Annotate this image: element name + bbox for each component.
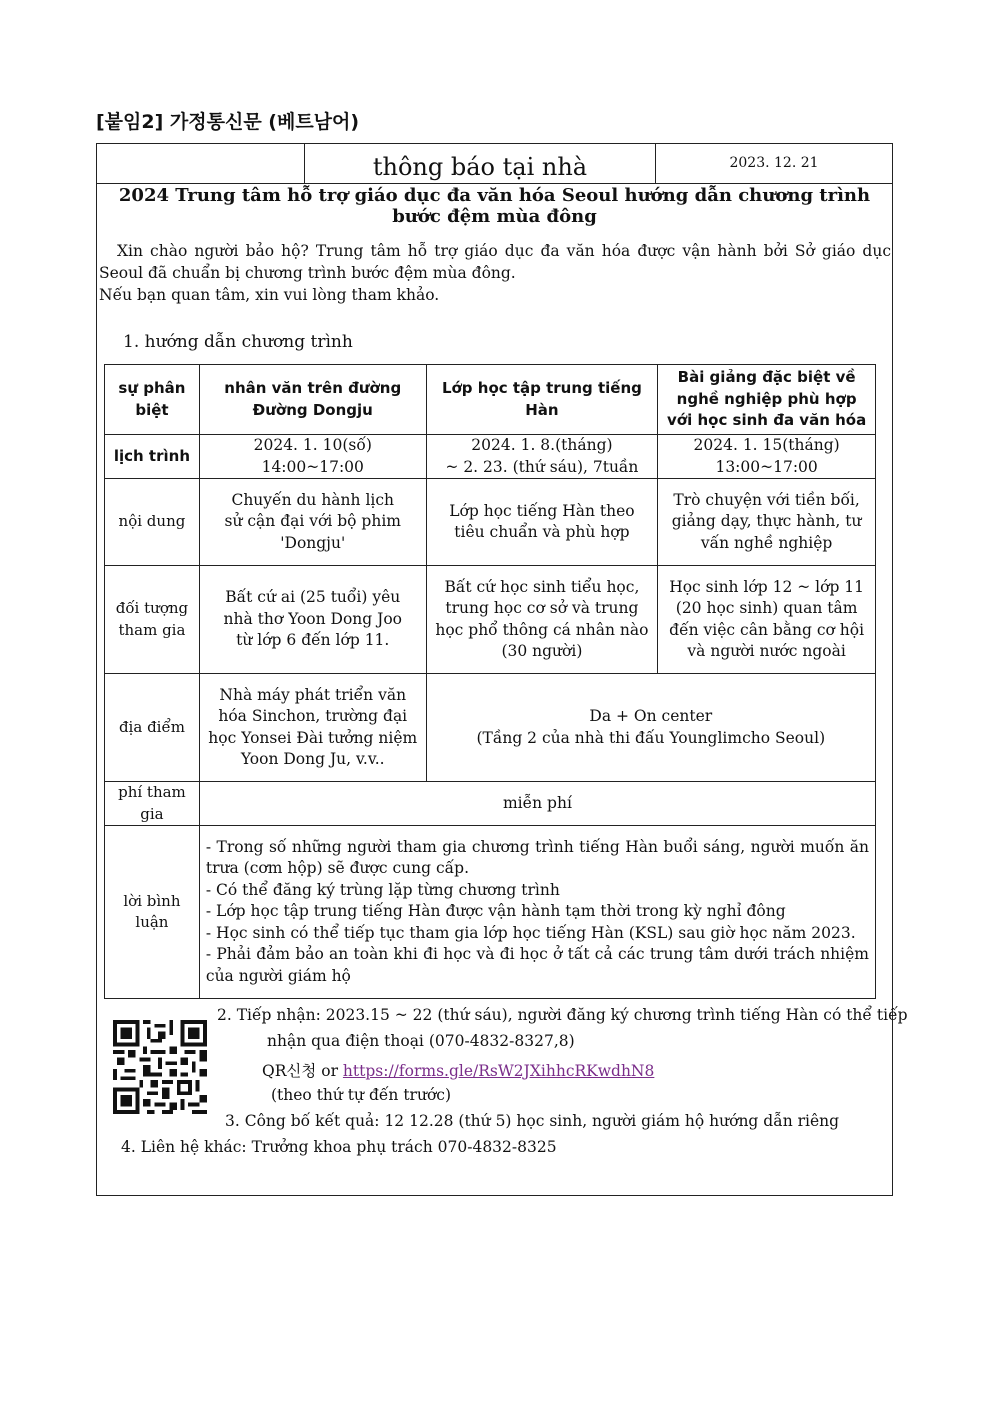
header-empty-cell — [97, 144, 305, 183]
location-center-name: Da + On center — [589, 707, 713, 725]
schedule-korean — [426, 435, 658, 479]
results-line: 3. Công bố kết quả: 12 12.28 (thứ 5) học sinh, người giám hộ hướng dẫn riêng — [225, 1112, 840, 1130]
schedule-career — [658, 435, 876, 479]
notice-date: 2023. 12. 21 — [729, 155, 819, 171]
registration-line-2: nhận qua điện thoại (070-4832-8327,8) — [267, 1032, 575, 1050]
header-program-dongju: nhân văn trên đường Đường Dongju — [199, 365, 426, 435]
registration-qr-line — [262, 1059, 654, 1081]
registration-line-4: (theo thứ tự đến trước) — [271, 1086, 451, 1104]
row-label-remarks: lời bình luận — [105, 826, 200, 999]
location-center-detail: (Tầng 2 của nhà thi đấu Younglimcho Seoul) — [476, 728, 826, 747]
remark-item: - Lớp học tập trung tiếng Hàn được vận hành tạm thời trong kỳ nghỉ đông — [205, 902, 786, 921]
header-row — [97, 144, 892, 184]
row-label-target: đối tượng tham gia — [105, 566, 200, 674]
table-row-schedule — [105, 435, 876, 479]
document-title: 2024 Trung tâm hỗ trợ giáo dục đa văn hóa Seoul hướng dẫn chương trình bước đệm mùa đông — [118, 185, 871, 227]
table-row-content — [105, 479, 876, 566]
target-korean: Bất cứ học sinh tiểu học, trung học cơ sở và trung học phổ thông cá nhân nào (30 người) — [426, 566, 658, 674]
attachment-label: [붙임2] 가정통신문 (베트남어) — [96, 111, 360, 133]
row-label-location: địa điểm — [105, 674, 200, 782]
remarks-list — [199, 826, 875, 999]
notice-title: thông báo tại nhà — [305, 144, 656, 183]
content-career: Trò chuyện với tiền bối, giảng dạy, thực hành, tư vấn nghề nghiệp — [658, 479, 876, 566]
schedule-dongju-time: 14:00~17:00 — [261, 457, 364, 476]
row-label-content: nội dung — [105, 479, 200, 566]
registration-form-link[interactable]: https://forms.gle/RsW2JXihhcRKwdhN8 — [342, 1062, 655, 1080]
section-1-heading: 1. hướng dẫn chương trình — [123, 332, 353, 352]
contact-line: 4. Liên hệ khác: Trưởng khoa phụ trách 070-4832-8325 — [121, 1138, 557, 1156]
row-label-fee: phí tham gia — [105, 782, 200, 826]
table-header-row — [105, 365, 876, 435]
content-dongju: Chuyến du hành lịch sử cận đại với bộ phim 'Dongju' — [199, 479, 426, 566]
intro-paragraph — [99, 240, 891, 306]
header-category: sự phân biệt — [105, 365, 200, 435]
schedule-korean-end: ~ 2. 23. (thứ sáu), 7tuần — [445, 457, 639, 476]
schedule-dongju — [199, 435, 426, 479]
fee-value: miễn phí — [199, 782, 875, 826]
table-row-fee — [105, 782, 876, 826]
table-row-location — [105, 674, 876, 782]
intro-line-1: Xin chào người bảo hộ? Trung tâm hỗ trợ giáo dục đa văn hóa được vận hành bởi Sở giáo dục Seoul đã chuẩn bị chương trình bước đệm mùa đông. — [99, 242, 891, 282]
header-program-korean: Lớp học tập trung tiếng Hàn — [426, 365, 658, 435]
schedule-korean-start: 2024. 1. 8.(tháng) — [471, 436, 613, 454]
registration-qr-prefix: QR신청 or — [262, 1062, 343, 1080]
content-korean: Lớp học tiếng Hàn theo tiêu chuẩn và phù hợp — [426, 479, 658, 566]
notice-frame — [96, 143, 908, 1196]
schedule-career-date: 2024. 1. 15(tháng) — [693, 436, 840, 454]
target-career: Học sinh lớp 12 ~ lớp 11 (20 học sinh) quan tâm đến việc cân bằng cơ hội và người nước ngoài — [658, 566, 876, 674]
intro-line-2: Nếu bạn quan tâm, xin vui lòng tham khảo. — [99, 286, 440, 304]
remark-item: - Trong số những người tham gia chương trình tiếng Hàn buổi sáng, người muốn ăn trưa (cơm hộp) sẽ được cung cấp. — [205, 837, 869, 878]
remark-item: - Phải đảm bảo an toàn khi đi học và đi học ở tất cả các trung tâm dưới trách nhiệm của người giám hộ — [205, 945, 869, 985]
target-dongju: Bất cứ ai (25 tuổi) yêu nhà thơ Yoon Dong Joo từ lớp 6 đến lớp 11. — [199, 566, 426, 674]
location-da-on-center — [426, 674, 875, 782]
location-dongju: Nhà máy phát triển văn hóa Sinchon, trường đại học Yonsei Đài tưởng niệm Yoon Dong Ju, v.v.. — [199, 674, 426, 782]
header-program-career: Bài giảng đặc biệt về nghề nghiệp phù hợp với học sinh đa văn hóa — [658, 365, 876, 435]
qr-code-icon[interactable] — [113, 1020, 207, 1114]
remark-item: - Học sinh có thể tiếp tục tham gia lớp học tiếng Hàn (KSL) sau giờ học năm 2023. — [205, 923, 856, 942]
schedule-dongju-date: 2024. 1. 10(số) — [253, 436, 372, 454]
row-label-schedule: lịch trình — [105, 435, 200, 479]
registration-line-1: 2. Tiếp nhận: 2023.15 ~ 22 (thứ sáu), người đăng ký chương trình tiếng Hàn có thể tiếp — [217, 1006, 908, 1024]
remark-item: - Có thể đăng ký trùng lặp từng chương trình — [205, 880, 560, 899]
table-row-target — [105, 566, 876, 674]
program-table — [104, 364, 876, 999]
schedule-career-time: 13:00~17:00 — [715, 457, 818, 476]
table-row-remarks — [105, 826, 876, 999]
